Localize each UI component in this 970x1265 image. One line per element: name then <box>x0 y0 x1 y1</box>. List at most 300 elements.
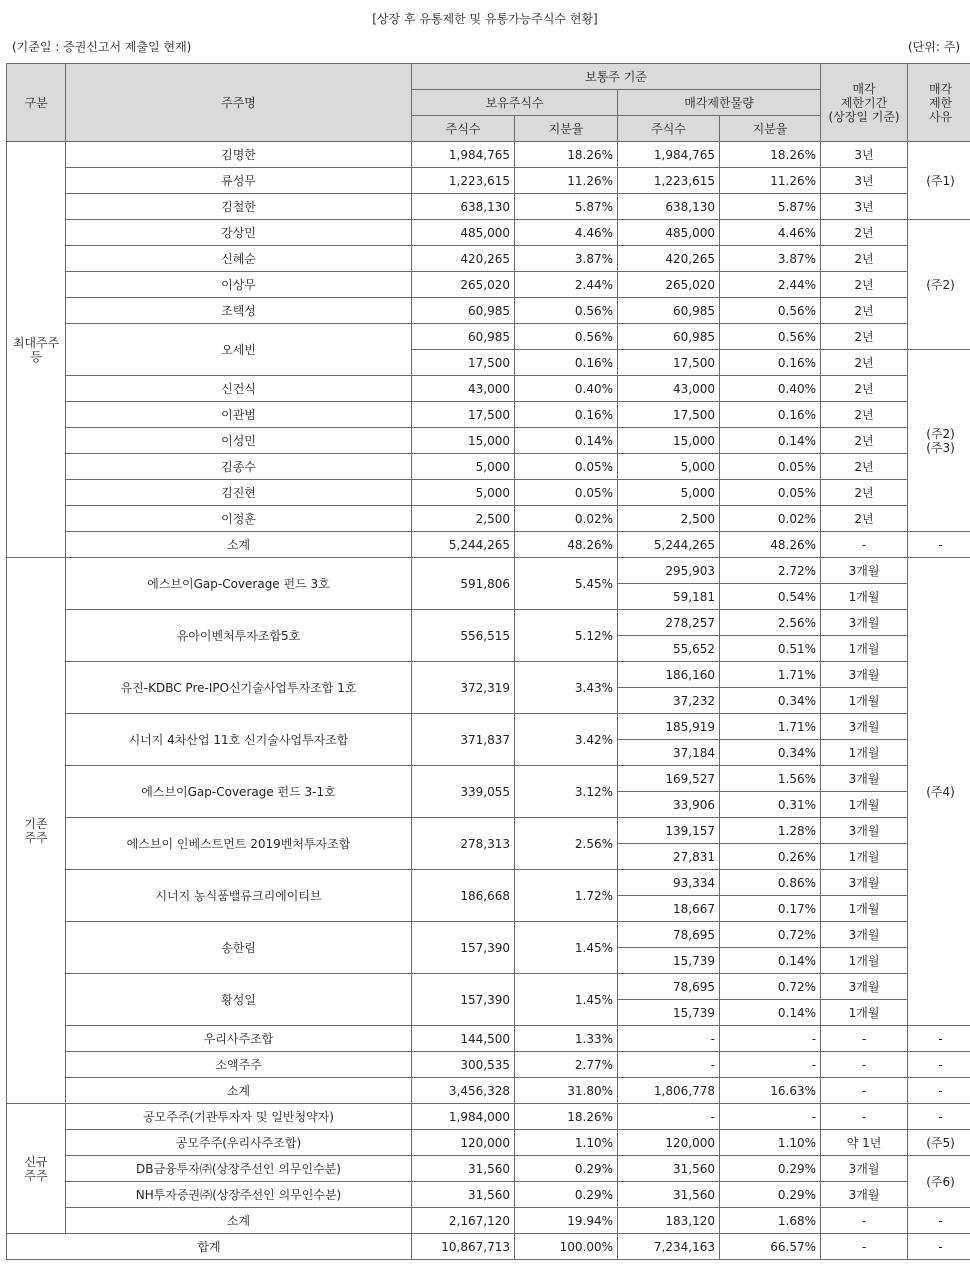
col-common-basis: 보통주 기준 <box>412 64 821 90</box>
restriction-period: 3개월 <box>821 558 908 584</box>
restricted-shares: 5,244,265 <box>618 532 720 558</box>
holder-name: 우리사주조합 <box>66 1026 412 1052</box>
unit-note: (단위: 주) <box>908 40 960 54</box>
restriction-period: 1개월 <box>821 792 908 818</box>
held-ratio: 100.00% <box>515 1234 618 1260</box>
held-shares: 60,985 <box>412 324 515 350</box>
restriction-reason: (주6) <box>908 1156 970 1208</box>
held-ratio: 3.12% <box>515 766 618 818</box>
restricted-ratio: 18.26% <box>720 142 821 168</box>
held-shares: 157,390 <box>412 974 515 1026</box>
restriction-reason: - <box>908 532 970 558</box>
held-shares: 31,560 <box>412 1156 515 1182</box>
group-existing-line: 기존 <box>24 816 48 831</box>
col-held-ratio: 지분율 <box>515 116 618 142</box>
holder-name: 이관범 <box>66 402 412 428</box>
held-ratio: 2.44% <box>515 272 618 298</box>
held-ratio: 5.45% <box>515 558 618 610</box>
held-shares: 485,000 <box>412 220 515 246</box>
restricted-ratio: 2.44% <box>720 272 821 298</box>
restricted-shares: 169,527 <box>618 766 720 792</box>
held-shares: 3,456,328 <box>412 1078 515 1104</box>
held-ratio: 0.29% <box>515 1182 618 1208</box>
restricted-shares: 27,831 <box>618 844 720 870</box>
held-ratio: 19.94% <box>515 1208 618 1234</box>
table-row <box>7 818 970 844</box>
restricted-shares: 33,906 <box>618 792 720 818</box>
restricted-ratio: - <box>720 1104 821 1130</box>
restricted-ratio: 0.14% <box>720 428 821 454</box>
held-ratio: 0.16% <box>515 350 618 376</box>
restricted-ratio: 11.26% <box>720 168 821 194</box>
restricted-ratio: 0.72% <box>720 922 821 948</box>
restriction-period: 3년 <box>821 168 908 194</box>
restriction-reason: - <box>908 1078 970 1104</box>
held-ratio: 3.42% <box>515 714 618 766</box>
held-ratio: 3.43% <box>515 662 618 714</box>
restriction-period: 2년 <box>821 350 908 376</box>
restricted-ratio: 3.87% <box>720 246 821 272</box>
restricted-shares: 18,667 <box>618 896 720 922</box>
restricted-ratio: - <box>720 1026 821 1052</box>
held-ratio: 0.14% <box>515 428 618 454</box>
holder-name: 김진현 <box>66 480 412 506</box>
restricted-shares: 485,000 <box>618 220 720 246</box>
restriction-period: 1개월 <box>821 844 908 870</box>
restricted-ratio: 1.28% <box>720 818 821 844</box>
group-major <box>7 142 66 558</box>
restriction-period: 3개월 <box>821 766 908 792</box>
restricted-ratio: 0.29% <box>720 1182 821 1208</box>
holder-name: 조택성 <box>66 298 412 324</box>
restricted-shares: 185,919 <box>618 714 720 740</box>
restriction-period: 1개월 <box>821 740 908 766</box>
restriction-period: 2년 <box>821 428 908 454</box>
restriction-period: 2년 <box>821 454 908 480</box>
restricted-ratio: 1.71% <box>720 714 821 740</box>
table-row <box>7 974 970 1000</box>
restriction-period: 2년 <box>821 324 908 350</box>
held-ratio: 48.26% <box>515 532 618 558</box>
table-row <box>7 246 970 272</box>
restriction-period: 1개월 <box>821 948 908 974</box>
held-shares: 1,223,615 <box>412 168 515 194</box>
restricted-ratio: 2.56% <box>720 610 821 636</box>
col-holder: 주주명 <box>66 64 412 142</box>
holder-name: 에스브이 인베스트먼트 2019벤처투자조합 <box>66 818 412 870</box>
table-row <box>7 376 970 402</box>
held-shares: 591,806 <box>412 558 515 610</box>
restricted-shares: 31,560 <box>618 1156 720 1182</box>
table-row <box>7 480 970 506</box>
col-restricted: 매각제한물량 <box>618 90 821 116</box>
restriction-period: 3개월 <box>821 818 908 844</box>
held-ratio: 11.26% <box>515 168 618 194</box>
table-row <box>7 1026 970 1052</box>
restriction-period: - <box>821 1234 908 1260</box>
held-ratio: 0.56% <box>515 298 618 324</box>
restricted-shares: 60,985 <box>618 324 720 350</box>
table-row <box>7 168 970 194</box>
restricted-shares: 1,984,765 <box>618 142 720 168</box>
restriction-period: 2년 <box>821 376 908 402</box>
held-ratio: 2.56% <box>515 818 618 870</box>
restriction-reason: - <box>908 1234 970 1260</box>
restricted-shares: 120,000 <box>618 1130 720 1156</box>
col-period-line3: (상장일 기준) <box>828 109 900 124</box>
table-row <box>7 454 970 480</box>
restriction-period: - <box>821 1026 908 1052</box>
restriction-period: 3개월 <box>821 922 908 948</box>
restricted-ratio: 0.17% <box>720 896 821 922</box>
restriction-period: 3년 <box>821 194 908 220</box>
restricted-ratio: 0.05% <box>720 454 821 480</box>
col-period-line2: 제한기간 <box>840 95 888 110</box>
restriction-period: 3개월 <box>821 610 908 636</box>
held-shares: 5,244,265 <box>412 532 515 558</box>
restriction-reason-line: (주3) <box>926 440 955 455</box>
restricted-ratio: 0.26% <box>720 844 821 870</box>
restricted-ratio: 48.26% <box>720 532 821 558</box>
restricted-ratio: 2.72% <box>720 558 821 584</box>
held-ratio: 0.29% <box>515 1156 618 1182</box>
restriction-period: 3개월 <box>821 1156 908 1182</box>
table-row <box>7 1234 970 1260</box>
restriction-period: 3개월 <box>821 662 908 688</box>
restriction-reason: (주2) <box>908 220 970 350</box>
restriction-period: 2년 <box>821 246 908 272</box>
table-title: [상장 후 유통제한 및 유통가능주식수 현황] <box>372 12 598 26</box>
restricted-shares: 5,000 <box>618 454 720 480</box>
restriction-period: 3개월 <box>821 974 908 1000</box>
held-shares: 43,000 <box>412 376 515 402</box>
restricted-shares: 638,130 <box>618 194 720 220</box>
holder-name: 신혜순 <box>66 246 412 272</box>
col-period <box>821 64 908 142</box>
table-row <box>7 1052 970 1078</box>
table-row <box>7 272 970 298</box>
held-shares: 5,000 <box>412 454 515 480</box>
held-shares: 339,055 <box>412 766 515 818</box>
restricted-ratio: 1.71% <box>720 662 821 688</box>
col-held: 보유주식수 <box>412 90 618 116</box>
holder-name: 이성민 <box>66 428 412 454</box>
restriction-reason: - <box>908 1052 970 1078</box>
held-ratio: 1.33% <box>515 1026 618 1052</box>
restriction-period: 2년 <box>821 272 908 298</box>
holder-name: 공모주주(기관투자자 및 일반청약자) <box>66 1104 412 1130</box>
table-row <box>7 714 970 740</box>
share-restriction-table <box>6 63 970 1260</box>
held-shares: 17,500 <box>412 350 515 376</box>
restriction-period: 1개월 <box>821 896 908 922</box>
table-row <box>7 1156 970 1182</box>
restriction-period: 3개월 <box>821 1182 908 1208</box>
restriction-period: - <box>821 1052 908 1078</box>
table-row <box>7 558 970 584</box>
restricted-shares: 15,000 <box>618 428 720 454</box>
restricted-ratio: 5.87% <box>720 194 821 220</box>
restriction-period: 1개월 <box>821 584 908 610</box>
restricted-shares: 59,181 <box>618 584 720 610</box>
table-row <box>7 870 970 896</box>
restriction-period: - <box>821 532 908 558</box>
holder-name: 공모주주(우리사주조합) <box>66 1130 412 1156</box>
restricted-shares: - <box>618 1052 720 1078</box>
holder-name: 류성무 <box>66 168 412 194</box>
restricted-ratio: 0.16% <box>720 350 821 376</box>
restriction-reason-line: (주2) <box>926 426 955 441</box>
restriction-period: 3년 <box>821 142 908 168</box>
restricted-shares: 1,223,615 <box>618 168 720 194</box>
col-held-shares: 주식수 <box>412 116 515 142</box>
held-shares: 120,000 <box>412 1130 515 1156</box>
restricted-ratio: 0.34% <box>720 740 821 766</box>
holder-name: 황성일 <box>66 974 412 1026</box>
group-major-line: 최대주주 <box>12 335 60 350</box>
restricted-shares: 31,560 <box>618 1182 720 1208</box>
held-shares: 1,984,765 <box>412 142 515 168</box>
held-ratio: 2.77% <box>515 1052 618 1078</box>
restricted-ratio: 1.68% <box>720 1208 821 1234</box>
restricted-shares: 1,806,778 <box>618 1078 720 1104</box>
restricted-ratio: 0.56% <box>720 324 821 350</box>
held-ratio: 0.05% <box>515 480 618 506</box>
holder-name: 이상무 <box>66 272 412 298</box>
held-shares: 60,985 <box>412 298 515 324</box>
restricted-ratio: 0.51% <box>720 636 821 662</box>
restricted-ratio: 0.86% <box>720 870 821 896</box>
holder-name: 김종수 <box>66 454 412 480</box>
restriction-reason: - <box>908 1104 970 1130</box>
restricted-shares: 43,000 <box>618 376 720 402</box>
restricted-ratio: 0.29% <box>720 1156 821 1182</box>
held-shares: 278,313 <box>412 818 515 870</box>
restricted-ratio: 16.63% <box>720 1078 821 1104</box>
holder-name: NH투자증권㈜(상장주선인 의무인수분) <box>66 1182 412 1208</box>
held-ratio: 0.16% <box>515 402 618 428</box>
restricted-shares: - <box>618 1026 720 1052</box>
restriction-period: 1개월 <box>821 688 908 714</box>
held-shares: 31,560 <box>412 1182 515 1208</box>
held-shares: 638,130 <box>412 194 515 220</box>
restricted-shares: 60,985 <box>618 298 720 324</box>
table-header <box>7 64 970 142</box>
holder-name: 김철한 <box>66 194 412 220</box>
held-ratio: 4.46% <box>515 220 618 246</box>
holder-name: 오세빈 <box>66 324 412 376</box>
col-reason-line3: 사유 <box>928 109 953 124</box>
restricted-shares: 17,500 <box>618 350 720 376</box>
restricted-shares: 7,234,163 <box>618 1234 720 1260</box>
holder-name: 시너지 4차산업 11호 신기술사업투자조합 <box>66 714 412 766</box>
held-ratio: 5.87% <box>515 194 618 220</box>
restriction-reason <box>908 350 970 532</box>
restricted-shares: 295,903 <box>618 558 720 584</box>
held-ratio: 5.12% <box>515 610 618 662</box>
group-existing-line: 주주 <box>24 830 48 845</box>
holder-name: 소계 <box>66 1078 412 1104</box>
table-row <box>7 428 970 454</box>
restricted-shares: 37,184 <box>618 740 720 766</box>
held-shares: 1,984,000 <box>412 1104 515 1130</box>
table-row <box>7 1208 970 1234</box>
restricted-shares: 420,265 <box>618 246 720 272</box>
total-label: 합계 <box>7 1234 412 1260</box>
restriction-period: 3개월 <box>821 870 908 896</box>
table-row <box>7 142 970 168</box>
restricted-ratio: 0.02% <box>720 506 821 532</box>
holder-name: 신건식 <box>66 376 412 402</box>
restriction-period: 2년 <box>821 298 908 324</box>
holder-name: DB금융투자㈜(상장주선인 의무인수분) <box>66 1156 412 1182</box>
restriction-reason: (주5) <box>908 1130 970 1156</box>
table-row <box>7 194 970 220</box>
restricted-ratio: 0.56% <box>720 298 821 324</box>
table-row <box>7 1104 970 1130</box>
table-row <box>7 532 970 558</box>
held-ratio: 1.45% <box>515 974 618 1026</box>
restricted-shares: 17,500 <box>618 402 720 428</box>
restricted-shares: 139,157 <box>618 818 720 844</box>
table-row <box>7 1182 970 1208</box>
holder-name: 유아이벤처투자조합5호 <box>66 610 412 662</box>
restricted-shares: 78,695 <box>618 974 720 1000</box>
table-row <box>7 220 970 246</box>
held-shares: 17,500 <box>412 402 515 428</box>
basis-date-note: (기준일 : 증권신고서 제출일 현재) <box>12 40 192 54</box>
restricted-ratio: 0.40% <box>720 376 821 402</box>
table-row <box>7 402 970 428</box>
restriction-reason: (주1) <box>908 142 970 220</box>
restricted-shares: 93,334 <box>618 870 720 896</box>
restriction-period: 2년 <box>821 506 908 532</box>
table-row <box>7 1130 970 1156</box>
col-reason-line2: 제한 <box>928 95 953 110</box>
holder-name: 소계 <box>66 1208 412 1234</box>
restriction-reason: - <box>908 1208 970 1234</box>
held-ratio: 1.45% <box>515 922 618 974</box>
holder-name: 이정훈 <box>66 506 412 532</box>
table-row <box>7 662 970 688</box>
restriction-period: 2년 <box>821 480 908 506</box>
held-shares: 371,837 <box>412 714 515 766</box>
restriction-period: 약 1년 <box>821 1130 908 1156</box>
restriction-reason: (주4) <box>908 558 970 1026</box>
held-ratio: 3.87% <box>515 246 618 272</box>
restricted-ratio: 66.57% <box>720 1234 821 1260</box>
held-ratio: 1.72% <box>515 870 618 922</box>
restriction-period: - <box>821 1078 908 1104</box>
restricted-ratio: 0.54% <box>720 584 821 610</box>
held-shares: 420,265 <box>412 246 515 272</box>
held-ratio: 31.80% <box>515 1078 618 1104</box>
held-shares: 2,500 <box>412 506 515 532</box>
group-new-line: 주주 <box>24 1168 48 1183</box>
holder-name: 소액주주 <box>66 1052 412 1078</box>
restricted-shares: 37,232 <box>618 688 720 714</box>
table-body <box>7 142 970 1260</box>
held-ratio: 0.02% <box>515 506 618 532</box>
held-ratio: 0.56% <box>515 324 618 350</box>
restricted-ratio: - <box>720 1052 821 1078</box>
holder-name: 유진-KDBC Pre-IPO신기술사업투자조합 1호 <box>66 662 412 714</box>
restricted-ratio: 4.46% <box>720 220 821 246</box>
subtotal-label: 소계 <box>66 532 412 558</box>
restricted-ratio: 0.05% <box>720 480 821 506</box>
held-shares: 372,319 <box>412 662 515 714</box>
restriction-period: 2년 <box>821 402 908 428</box>
held-shares: 300,535 <box>412 1052 515 1078</box>
restricted-ratio: 1.10% <box>720 1130 821 1156</box>
col-gubun: 구분 <box>7 64 66 142</box>
holder-name: 에스브이Gap-Coverage 펀드 3-1호 <box>66 766 412 818</box>
restricted-shares: 5,000 <box>618 480 720 506</box>
col-reason-line1: 매각 <box>928 81 953 96</box>
holder-name: 에스브이Gap-Coverage 펀드 3호 <box>66 558 412 610</box>
restricted-shares: 183,120 <box>618 1208 720 1234</box>
restricted-shares: 15,739 <box>618 948 720 974</box>
group-new <box>7 1104 66 1234</box>
table-row <box>7 506 970 532</box>
restricted-ratio: 0.14% <box>720 948 821 974</box>
restricted-ratio: 0.34% <box>720 688 821 714</box>
restricted-shares: 78,695 <box>618 922 720 948</box>
restriction-period: - <box>821 1104 908 1130</box>
col-reason <box>908 64 970 142</box>
held-shares: 2,167,120 <box>412 1208 515 1234</box>
held-shares: 556,515 <box>412 610 515 662</box>
holder-name: 시너지 농식품밸류크리에이티브 <box>66 870 412 922</box>
restricted-shares: 186,160 <box>618 662 720 688</box>
col-restricted-shares: 주식수 <box>618 116 720 142</box>
restricted-shares: 2,500 <box>618 506 720 532</box>
restricted-ratio: 0.72% <box>720 974 821 1000</box>
held-shares: 265,020 <box>412 272 515 298</box>
held-shares: 186,668 <box>412 870 515 922</box>
restricted-ratio: 0.14% <box>720 1000 821 1026</box>
restricted-shares: 55,652 <box>618 636 720 662</box>
held-ratio: 0.40% <box>515 376 618 402</box>
restriction-period: 2년 <box>821 220 908 246</box>
group-existing <box>7 558 66 1104</box>
held-shares: 144,500 <box>412 1026 515 1052</box>
col-period-line1: 매각 <box>852 81 876 96</box>
held-ratio: 0.05% <box>515 454 618 480</box>
restricted-ratio: 0.16% <box>720 402 821 428</box>
restriction-period: 1개월 <box>821 1000 908 1026</box>
restricted-ratio: 1.56% <box>720 766 821 792</box>
table-row <box>7 298 970 324</box>
held-ratio: 18.26% <box>515 142 618 168</box>
held-ratio: 1.10% <box>515 1130 618 1156</box>
restriction-period: - <box>821 1208 908 1234</box>
holder-name: 김명한 <box>66 142 412 168</box>
holder-name: 송한림 <box>66 922 412 974</box>
restriction-reason: - <box>908 1026 970 1052</box>
group-new-line: 신규 <box>24 1154 48 1169</box>
table-row <box>7 922 970 948</box>
table-row <box>7 324 970 350</box>
col-restricted-ratio: 지분율 <box>720 116 821 142</box>
table-row <box>7 610 970 636</box>
held-ratio: 18.26% <box>515 1104 618 1130</box>
holder-name: 강상민 <box>66 220 412 246</box>
restriction-period: 3개월 <box>821 714 908 740</box>
restricted-shares: - <box>618 1104 720 1130</box>
restricted-shares: 15,739 <box>618 1000 720 1026</box>
held-shares: 5,000 <box>412 480 515 506</box>
